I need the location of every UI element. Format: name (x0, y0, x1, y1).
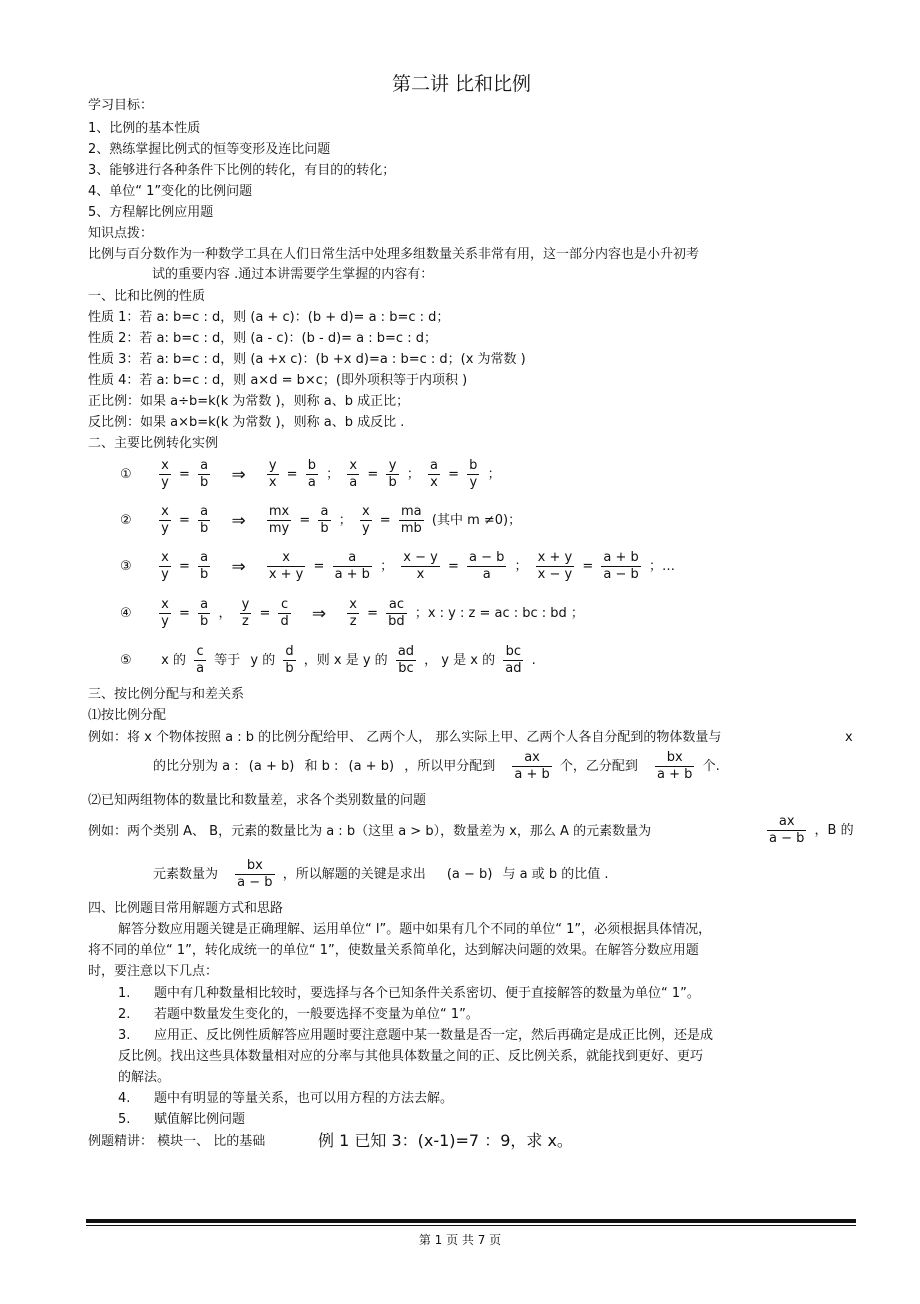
proportion-inverse-line: 反比例：如果 a×b=k(k 为常数 )，则称 a、b 成反比 . (88, 415, 405, 430)
row-marker: ① (120, 467, 132, 482)
objective-item: 2、熟练掌握比例式的恒等变形及连比问题 (88, 142, 331, 157)
fraction: $\frac{y}{z}$ (241, 597, 250, 629)
transform-row-1: ① $\frac{x}{y}$ = $\frac{a}{b}$ ⇒ $\frac{y}{x}$ = $\frac{b}{a}$ ； $\frac{x}{a}$ = $\frac{y}{b}$ ； $\frac{a}{x}$ = $\frac{b}{y}$ ； (120, 458, 501, 490)
fraction: $\frac{a}{b}$ (200, 458, 209, 490)
fraction: $\frac{d}{b}$ (285, 644, 294, 676)
fraction: $\frac{a}{b}$ (200, 597, 209, 629)
property-line: 性质 3：若 a: b=c : d，则 (a +x c)：(b +x d)=a : b=c : d；(x 为常数 ) (88, 352, 526, 367)
list-item-continued: 反比例。找出这些具体数量相对应的分率与其他具体数量之间的正、反比例关系，就能找到更好、更巧 (118, 1049, 704, 1064)
example-line-2: 的比分别为 a : (a + b) 和 b : (a + b) ，所以甲分配到 $\frac{ax}{a + b}$ 个，乙分配到 $\frac{bx}{a + b}$ 个. (153, 750, 720, 782)
list-item: 5. 赋值解比例问题 (118, 1112, 246, 1127)
note: (其中 m ≠0)； (431, 512, 522, 528)
paragraph-line: 时，要注意以下几点： (88, 964, 219, 979)
fraction: $\frac{x}{y}$ (161, 550, 169, 582)
section1-heading: 一、比和比例的性质 (88, 289, 206, 304)
section2-heading: 二、主要比例转化实例 (88, 436, 219, 451)
row-marker: ③ (120, 559, 132, 574)
row-marker: ⑤ (120, 653, 132, 668)
fraction: $\frac{a}{b}$ (200, 504, 209, 536)
page-title: 第二讲 比和比例 (392, 73, 532, 95)
fraction: $\frac{x}{y}$ (161, 504, 169, 536)
subsection-heading: ⑴按比例分配 (88, 708, 167, 723)
transform-row-3: ③ $\frac{x}{y}$ = $\frac{a}{b}$ ⇒ $\frac{x}{x + y}$ = $\frac{a}{a + b}$ ； $\frac{x - y}{x}$ = $\frac{a - b}{a}$ ； $\frac{x + y}{x - y}$ = $\frac{a + b}{a - b}$ ；… (120, 550, 675, 582)
fraction: $\frac{bx}{a + b}$ (657, 750, 693, 782)
fraction: $\frac{a}{b}$ (320, 504, 329, 536)
fraction: $\frac{y}{x}$ (268, 458, 277, 490)
list-item-continued: 的解法。 (118, 1070, 171, 1085)
fraction: $\frac{a - b}{a}$ (468, 550, 505, 582)
implies-arrow: ⇒ (231, 510, 246, 531)
example-problem: 例 1 已知 3：(x-1)=7 ：9，求 x。 (318, 1131, 573, 1150)
objectives-heading: 学习目标： (88, 98, 154, 113)
fraction: $\frac{mx}{my}$ (268, 504, 290, 536)
fraction: $\frac{ad}{bc}$ (397, 644, 415, 676)
page-number: 第 1 页 共 7 页 (418, 1233, 502, 1247)
fraction: $\frac{x - y}{x}$ (403, 550, 438, 582)
list-item: 1. 题中有几种数量相比较时，要选择与各个已知条件关系密切、便于直接解答的数量为单位“ 1”。 (118, 986, 700, 1001)
fraction: $\frac{x}{x + y}$ (268, 550, 304, 582)
transform-row-4: ④ $\frac{x}{y}$ = $\frac{a}{b}$ ， $\frac{y}{z}$ = $\frac{c}{d}$ ⇒ $\frac{x}{z}$ = $\frac{ac}{bd}$ ；x : y : z = ac : bc : bd ； (120, 597, 584, 629)
continued-ratio: ；x : y : z = ac : bc : bd ； (414, 605, 584, 621)
fraction: $\frac{ac}{bd}$ (388, 597, 405, 629)
fraction: $\frac{x}{y}$ (361, 504, 370, 536)
proportion-direct-line: 正比例：如果 a÷b=k(k 为常数 )，则称 a、b 成正比； (88, 394, 410, 409)
knowledge-intro-line1: 比例与百分数作为一种数学工具在人们日常生活中处理多组数量关系非常有用，这一部分内容也是小升初考 (88, 247, 700, 262)
fraction: $\frac{a}{a + b}$ (334, 550, 370, 582)
fraction: $\frac{x}{y}$ (161, 597, 169, 629)
objective-item: 4、单位“ 1”变化的比例问题 (88, 184, 253, 199)
fraction: $\frac{c}{d}$ (280, 597, 289, 629)
example-fraction: $\frac{ax}{a - b}$ ，B 的 (769, 814, 854, 846)
property-line: 性质 4：若 a: b=c : d，则 a×d = b×c；(即外项积等于内项积 ) (88, 373, 468, 388)
fraction: $\frac{y}{b}$ (388, 458, 397, 490)
example-line: 例如：将 x 个物体按照 a : b 的比例分配给甲、 乙两个人， 那么实际上甲、乙两个人各自分配到的物体数量与 (88, 730, 722, 745)
fraction: $\frac{c}{a}$ (196, 644, 205, 676)
knowledge-heading: 知识点拨： (88, 226, 154, 241)
example-line-2: 元素数量为 $\frac{bx}{a - b}$ ，所以解题的关键是求出 (a − b) 与 a 或 b 的比值 . (153, 858, 609, 890)
list-item: 4. 题中有明显的等量关系，也可以用方程的方法去解。 (118, 1091, 454, 1106)
fraction: $\frac{x + y}{x - y}$ (537, 550, 573, 582)
fraction: $\frac{x}{a}$ (349, 458, 358, 490)
transform-row-5: ⑤ x 的 $\frac{c}{a}$ 等于 y 的 $\frac{d}{b}$ ，则 x 是 y 的 $\frac{ad}{bc}$ ， y 是 x 的 $\frac{bc}{ad}$ . (120, 644, 536, 676)
implies-arrow: ⇒ (311, 603, 327, 624)
list-item: 3. 应用正、反比例性质解答应用题时要注意题中某一数量是否一定，然后再确定是成正比例，还是成 (118, 1028, 714, 1043)
property-line: 性质 1：若 a: b=c : d，则 (a + c)：(b + d)= a : b=c : d； (88, 310, 450, 325)
objective-item: 1、比例的基本性质 (88, 121, 201, 136)
implies-arrow: ⇒ (231, 464, 246, 485)
section4-heading: 四、比例题目常用解题方式和思路 (88, 901, 284, 916)
fraction: $\frac{a + b}{a - b}$ (603, 550, 639, 582)
objective-item: 3、能够进行各种条件下比例的转化，有目的的转化； (88, 163, 396, 178)
example-variable: x (845, 730, 853, 745)
paragraph-line: 将不同的单位“ 1”，转化成统一的单位“ 1”，使数量关系简单化，达到解决问题的效果。在解答分数应用题 (88, 943, 699, 958)
knowledge-intro-line2: 试的重要内容 .通过本讲需要学生掌握的内容有： (152, 267, 434, 282)
fraction: $\frac{bc}{ad}$ (505, 644, 522, 676)
fraction: $\frac{b}{y}$ (469, 458, 478, 490)
footer-rule-thin (86, 1225, 856, 1226)
row-marker: ② (120, 513, 132, 528)
implies-arrow: ⇒ (231, 556, 246, 577)
fraction: $\frac{ax}{a + b}$ (514, 750, 550, 782)
fraction: $\frac{bx}{a - b}$ (237, 858, 273, 890)
row-marker: ④ (120, 606, 132, 621)
objective-item: 5、方程解比例应用题 (88, 205, 214, 220)
footer-rule (86, 1219, 856, 1223)
fraction: $\frac{x}{z}$ (349, 597, 357, 629)
transform-row-2: ② $\frac{x}{y}$ = $\frac{a}{b}$ ⇒ $\frac{mx}{my}$ = $\frac{a}{b}$ ； $\frac{x}{y}$ = $\frac{ma}{mb}$ (其中 m ≠0)； (120, 504, 522, 536)
subsection-heading: ⑵已知两组物体的数量比和数量差，求各个类别数量的问题 (88, 793, 427, 808)
fraction: $\frac{ax}{a - b}$ (769, 814, 805, 846)
list-item: 2. 若题中数量发生变化的，一般要选择不变量为单位“ 1”。 (118, 1007, 479, 1022)
property-line: 性质 2：若 a: b=c : d，则 (a - c)：(b - d)= a : b=c : d； (88, 331, 437, 346)
example-label: 例题精讲： 模块一、 比的基础 (88, 1134, 266, 1149)
fraction: $\frac{a}{x}$ (430, 458, 438, 490)
fraction: $\frac{a}{b}$ (200, 550, 209, 582)
fraction: $\frac{b}{a}$ (307, 458, 316, 490)
fraction: $\frac{x}{y}$ (161, 458, 169, 490)
fraction: $\frac{ma}{mb}$ (400, 504, 422, 536)
example-line: 例如：两个类别 A、 B，元素的数量比为 a : b（这里 a > b），数量差为 x，那么 A 的元素数量为 (88, 824, 652, 839)
section3-heading: 三、按比例分配与和差关系 (88, 687, 245, 702)
paragraph-line: 解答分数应用题关键是正确理解、运用单位“ l”。题中如果有几个不同的单位“ 1”，必须根据具体情况， (118, 922, 712, 937)
